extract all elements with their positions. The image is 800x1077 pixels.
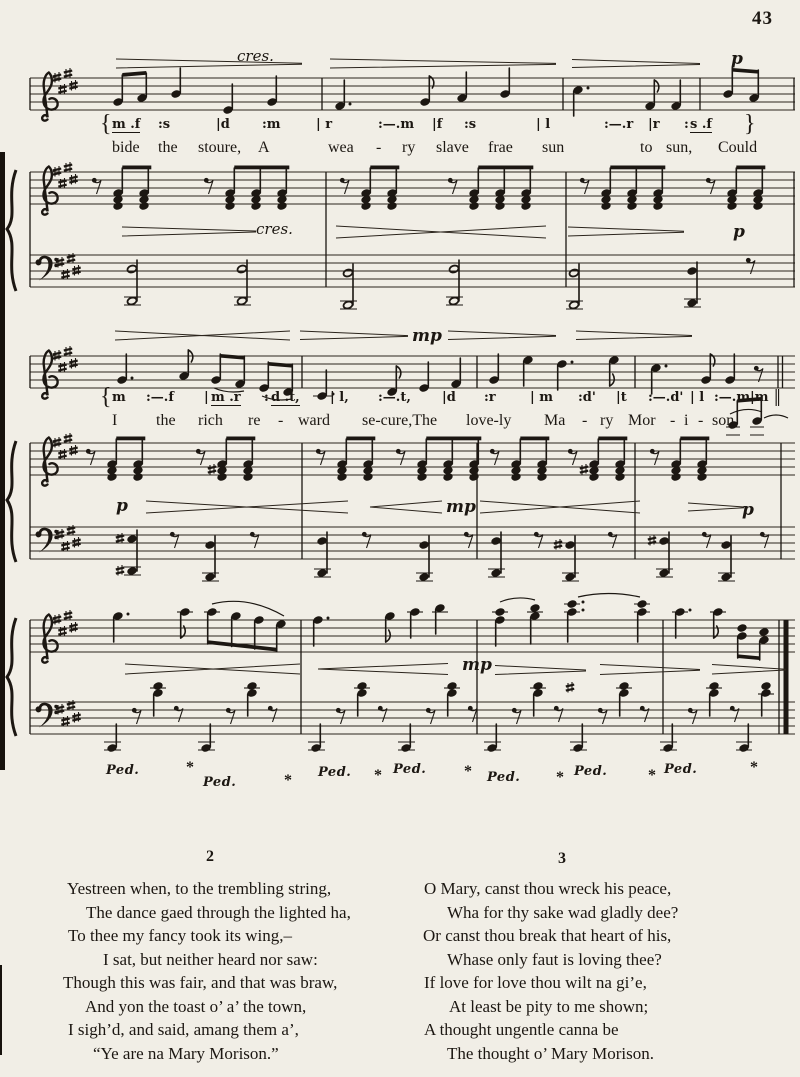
text-token: } <box>744 111 756 137</box>
text-token: O Mary, canst thou wreck his peace, <box>424 879 672 898</box>
text-token: p <box>116 496 128 516</box>
text-token: slave <box>436 139 469 156</box>
text-token: cres. <box>256 220 293 238</box>
text-token: d .t, <box>271 390 300 405</box>
text-token: rich <box>198 412 223 429</box>
text-token: ward <box>298 412 330 429</box>
text-token: | l, <box>330 390 349 405</box>
text-token: | r <box>316 117 333 132</box>
page-number: 43 <box>752 8 773 29</box>
text-token: :d' <box>578 390 596 405</box>
text-token: m .f <box>112 117 141 132</box>
text-token: { <box>100 384 112 410</box>
text-token: |f <box>432 117 443 132</box>
text-token: Could <box>718 139 758 156</box>
text-token: re <box>248 412 261 429</box>
text-token: se-cure,The <box>362 412 438 429</box>
text-token: stoure, <box>198 139 242 156</box>
text-token: :m <box>262 117 281 132</box>
text-token: { <box>100 111 112 137</box>
text-token: Or canst thou break that heart of his, <box>423 926 672 945</box>
text-token: cres. <box>237 47 274 65</box>
text-token: 3 <box>558 850 566 867</box>
text-token: * <box>750 759 758 776</box>
text-token: * <box>186 759 194 776</box>
text-token: p <box>731 49 743 69</box>
text-token: A thought ungentle canna be <box>424 1020 619 1039</box>
text-token: p <box>742 500 754 520</box>
text-token: - <box>582 412 588 429</box>
text-token: :s <box>464 117 477 132</box>
text-token: Yestreen when, to the trembling string, <box>67 879 332 898</box>
text-token: ry <box>402 139 416 156</box>
text-token: ‖ <box>774 386 781 412</box>
text-token: I <box>112 412 118 429</box>
text-token: Ped. <box>574 764 608 779</box>
text-token: * <box>464 763 472 780</box>
text-token: the <box>156 412 176 429</box>
text-token: I sat, but neither heard nor saw: <box>103 950 318 969</box>
text-token: love-ly <box>466 412 512 429</box>
text-token: frae <box>488 139 513 156</box>
text-token: wea <box>328 139 354 156</box>
text-token: | l <box>690 390 705 405</box>
text-token: I sigh’d, and said, amang them a’, <box>68 1020 299 1039</box>
text-token: |d <box>216 117 230 132</box>
text-token: * <box>284 772 292 789</box>
text-token: :—.d' <box>648 390 684 405</box>
text-token: 2 <box>206 848 214 865</box>
text-token: * <box>374 767 382 784</box>
text-token: mp <box>462 655 492 675</box>
text-token: * <box>556 769 564 786</box>
text-token: s .f <box>690 117 712 132</box>
text-token: sun <box>542 139 565 156</box>
text-token: |r <box>648 117 660 132</box>
text-token: - <box>698 412 704 429</box>
text-token: :r <box>484 390 496 405</box>
text-token: m <box>112 390 126 405</box>
text-token: - <box>670 412 676 429</box>
text-token: “Ye are na Mary Morison.” <box>93 1044 279 1063</box>
text-token: Though this was fair, and that was braw, <box>63 973 338 992</box>
text-token: And yon the toast o’ a’ the town, <box>85 997 307 1016</box>
text-token: A <box>258 139 270 156</box>
text-token: :—.m <box>714 390 751 405</box>
text-token: To thee my fancy took its wing,– <box>68 926 293 945</box>
text-token: ry <box>600 412 614 429</box>
text-token: Ped. <box>664 762 698 777</box>
text-token: | <box>204 390 209 405</box>
text-token: Mor <box>628 412 656 429</box>
text-token: * <box>648 767 656 784</box>
text-token: The dance gaed through the lighted ha, <box>86 903 351 922</box>
text-token: Ped. <box>203 775 237 790</box>
text-token: | l <box>536 117 551 132</box>
text-token: : <box>264 390 269 405</box>
text-token: bide <box>112 139 140 156</box>
text-token: : <box>684 117 689 132</box>
text-token: | m <box>530 390 554 405</box>
text-token: |d <box>442 390 456 405</box>
text-token: Whase only faut is loving thee? <box>447 950 662 969</box>
text-token: Ped. <box>393 762 427 777</box>
text-token: mp <box>412 326 442 346</box>
text-token: p <box>733 222 745 242</box>
text-token: son. <box>712 412 739 429</box>
text-token: m .r <box>211 390 241 405</box>
text-token: :—.m <box>378 117 415 132</box>
text-token: Ped. <box>106 763 140 778</box>
text-token: The thought o’ Mary Morison. <box>447 1044 654 1063</box>
text-token: - <box>278 412 284 429</box>
text-token: At least be pity to me shown; <box>449 997 649 1016</box>
text-token: :—.t, <box>378 390 411 405</box>
text-token: :—.r <box>604 117 634 132</box>
text-token: sun, <box>666 139 693 156</box>
text-token: mp <box>446 497 476 517</box>
text-token: If love for love thou wilt na gi’e, <box>424 973 647 992</box>
text-token: |m <box>750 390 769 405</box>
text-token: Wha for thy sake wad gladly dee? <box>447 903 679 922</box>
text-token: i <box>684 412 689 429</box>
text-token: Ped. <box>487 770 521 785</box>
text-token: |t <box>616 390 627 405</box>
text-token: Ma <box>544 412 566 429</box>
text-token: the <box>158 139 178 156</box>
text-token: :s <box>158 117 171 132</box>
text-token: Ped. <box>318 765 352 780</box>
text-token: - <box>376 139 382 156</box>
text-token: :—.f <box>146 390 174 405</box>
text-token: to <box>640 139 653 156</box>
